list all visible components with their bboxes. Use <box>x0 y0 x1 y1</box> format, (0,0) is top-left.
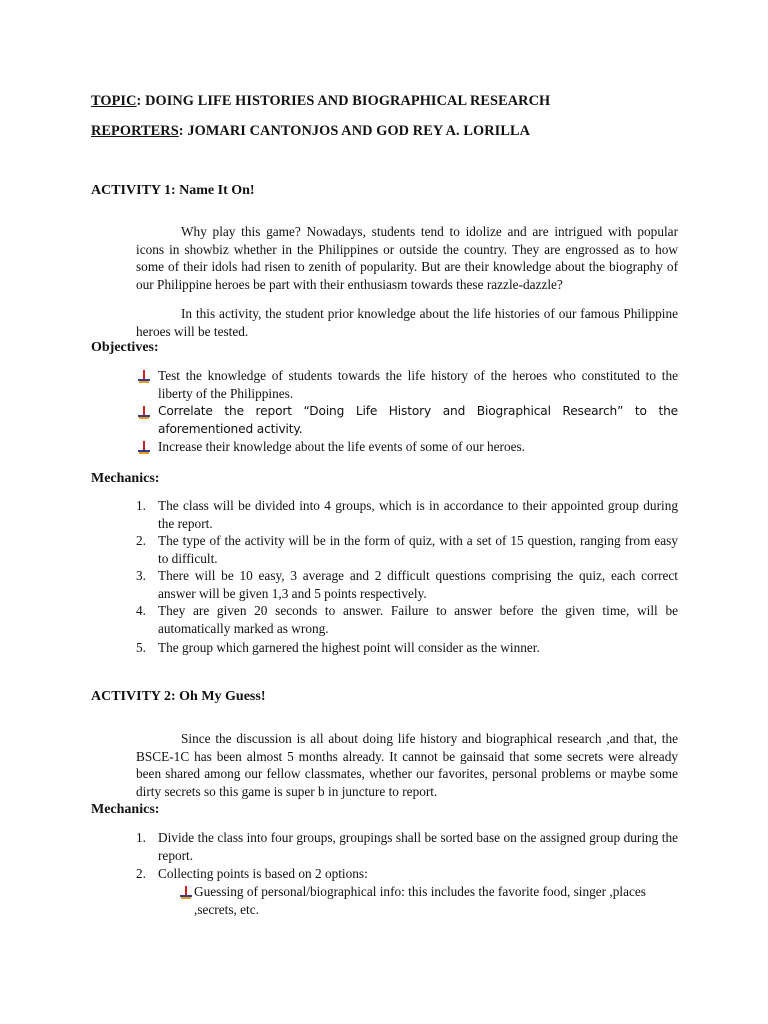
reporters-separator: : <box>178 123 188 139</box>
mechanics-item <box>136 865 678 883</box>
item-text: The class will be divided into 4 groups, which is in accordance to their appointed group during the report. <box>158 498 678 531</box>
arrow-bullet-icon <box>137 406 151 420</box>
item-number: 4. <box>136 603 146 618</box>
arrow-bullet-icon <box>179 886 193 900</box>
item-number: 3. <box>136 568 146 583</box>
item-text: Collecting points is based on 2 options: <box>158 866 368 881</box>
item-text: They are given 20 seconds to answer. Failure to answer before the given time, will be automatically marked as wrong. <box>158 603 678 636</box>
arrow-bullet-icon <box>137 370 151 384</box>
topic-separator: : <box>136 93 146 109</box>
item-number: 5. <box>136 640 146 655</box>
activity1-title: ACTIVITY 1: Name It On! <box>91 183 255 198</box>
reporters-line <box>91 123 530 141</box>
item-text: The type of the activity will be in the form of quiz, with a set of 15 question, ranging from easy to difficult. <box>158 533 678 566</box>
sub-bullet-text: Guessing of personal/biographical info: this includes the favorite food, singer ,places ,secrets, etc. <box>194 884 646 917</box>
arrow-bullet-icon <box>137 441 151 455</box>
objective-text: Correlate the report “Doing Life History and Biographical Research” to the aforementioned activity. <box>158 404 678 436</box>
item-number: 2. <box>136 533 146 548</box>
item-number: 1. <box>136 830 146 845</box>
item-text: The group which garnered the highest point will consider as the winner. <box>158 640 540 655</box>
mechanics-item <box>136 567 678 602</box>
item-text: Divide the class into four groups, groupings shall be sorted base on the assigned group during the report. <box>158 830 678 863</box>
item-number: 1. <box>136 498 146 513</box>
topic-text: DOING LIFE HISTORIES AND BIOGRAPHICAL RESEARCH <box>145 93 551 109</box>
mechanics-item <box>136 639 678 657</box>
mechanics-item <box>136 497 678 532</box>
mechanics-heading-1: Mechanics: <box>91 471 160 486</box>
objective-text: Test the knowledge of students towards the life history of the heroes who constituted to the liberty of the Philippines. <box>158 368 678 401</box>
item-text: There will be 10 easy, 3 average and 2 difficult questions comprising the quiz, each correct answer will be given 1,3 and 5 points respectively. <box>158 568 678 601</box>
mechanics-item <box>136 602 678 637</box>
item-number: 2. <box>136 866 146 881</box>
mechanics-item <box>136 532 678 567</box>
topic-line <box>91 93 550 111</box>
objective-item <box>136 403 678 438</box>
activity2-paragraph-1: Since the discussion is all about doing life history and biographical research ,and that, the BSCE-1C has been almost 5 months already. It cannot be gainsaid that some secrets were already been shared among our fellow classmates, whether our favorites, personal problems or maybe some dirty secrets so this game is super b in juncture to report. <box>136 731 678 799</box>
mechanics-item <box>136 829 678 864</box>
reporters-text: JOMARI CANTONJOS AND GOD REY A. LORILLA <box>187 123 531 139</box>
reporters-label: REPORTERS <box>91 123 179 139</box>
objectives-heading: Objectives: <box>91 340 159 355</box>
topic-label: TOPIC <box>91 93 137 109</box>
activity2-title: ACTIVITY 2: Oh My Guess! <box>91 689 266 704</box>
objective-item <box>136 438 678 456</box>
objective-text: Increase their knowledge about the life events of some of our heroes. <box>158 439 526 454</box>
activity1-paragraph-2: In this activity, the student prior knowledge about the life histories of our famous Philippine heroes will be tested. <box>136 306 678 339</box>
sub-bullet-item <box>181 883 678 918</box>
activity1-paragraph-1: Why play this game? Nowadays, students tend to idolize and are intrigued with popular icons in showbiz whether in the Philippines or outside the country. They are engrossed as to how some of their idols had risen to zenith of popularity. But are their knowledge about the biography of our Philippine heroes be part with their enthusiasm towards these razzle-dazzle? <box>136 224 678 292</box>
objective-item <box>136 367 678 402</box>
mechanics-heading-2: Mechanics: <box>91 802 160 817</box>
